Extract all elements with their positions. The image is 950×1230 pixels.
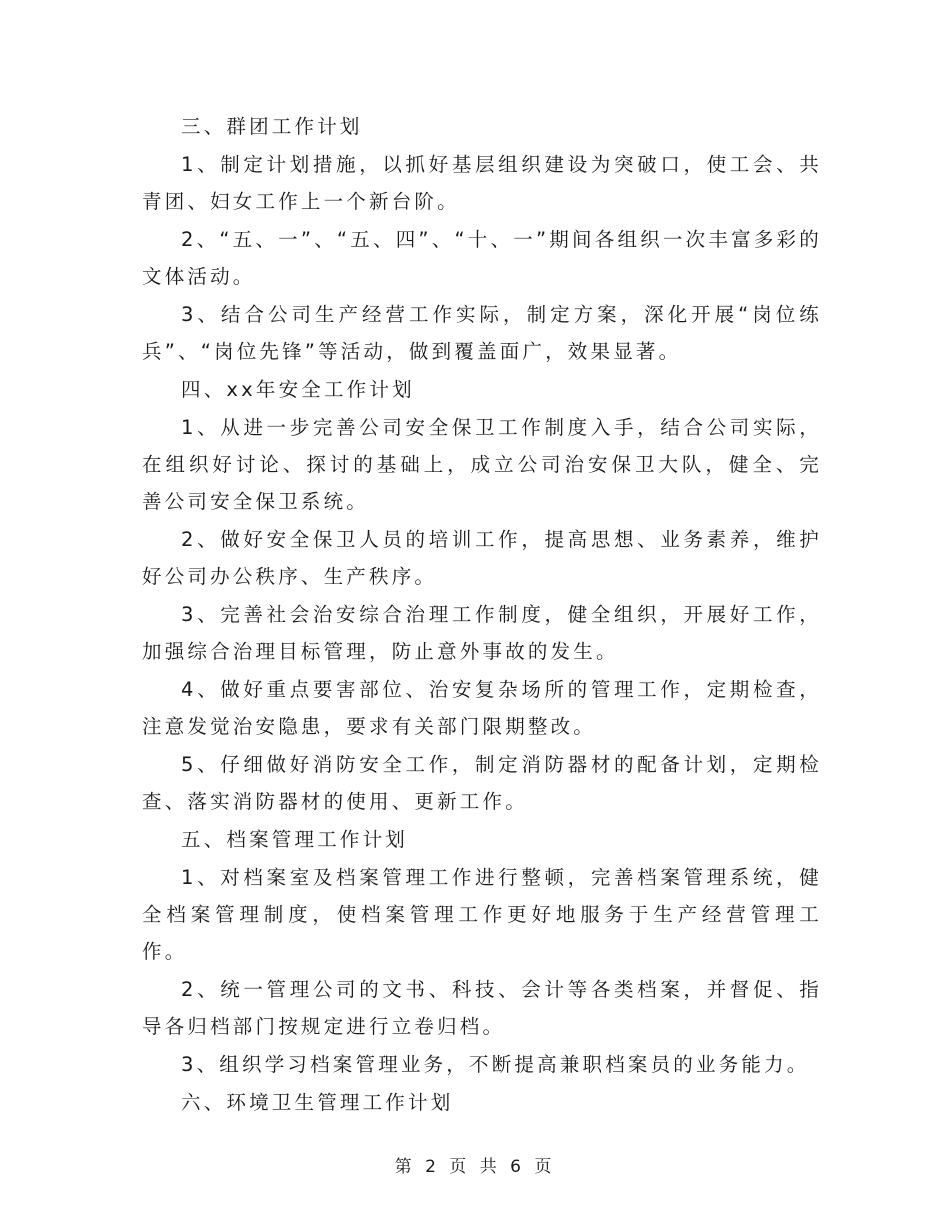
section-heading-environment: 六、环境卫生管理工作计划 [181, 1091, 454, 1114]
paragraph: 3、组织学习档案管理业务，不断提高兼职档案员的业务能力。 [181, 1053, 810, 1076]
section-heading-safety: 四、xx年安全工作计划 [181, 378, 415, 401]
paragraph: 1、制定计划措施，以抓好基层组织建设为突破口，使工会、共青团、妇女工作上一个新台阶。 [142, 153, 822, 213]
section-heading-archives: 五、档案管理工作计划 [181, 828, 409, 851]
paragraph: 2、统一管理公司的文书、科技、会计等各类档案，并督促、指导各归档部门按规定进行立卷归档。 [142, 978, 822, 1038]
paragraph: 1、对档案室及档案管理工作进行整顿，完善档案管理系统，健全档案管理制度，使档案管理工作更好地服务于生产经营管理工作。 [142, 866, 822, 963]
paragraph: 3、结合公司生产经营工作实际，制定方案，深化开展“岗位练兵”、“岗位先锋”等活动，做到覆盖面广，效果显著。 [142, 303, 822, 363]
section-heading-groups: 三、群团工作计划 [181, 115, 363, 138]
document-body [142, 108, 822, 1122]
paragraph: 2、做好安全保卫人员的培训工作，提高思想、业务素养，维护好公司办公秩序、生产秩序。 [142, 528, 822, 588]
paragraph: 2、“五、一”、“五、四”、“十、一”期间各组织一次丰富多彩的文体活动。 [142, 228, 822, 288]
paragraph: 1、从进一步完善公司安全保卫工作制度入手，结合公司实际，在组织好讨论、探讨的基础上，成立公司治安保卫大队，健全、完善公司安全保卫系统。 [142, 416, 822, 513]
paragraph: 5、仔细做好消防安全工作，制定消防器材的配备计划，定期检查、落实消防器材的使用、更新工作。 [142, 753, 822, 813]
page-number-footer: 第 2 页 共 6 页 [394, 1157, 556, 1177]
paragraph: 4、做好重点要害部位、治安复杂场所的管理工作，定期检查，注意发觉治安隐患，要求有关部门限期整改。 [142, 678, 822, 738]
paragraph: 3、完善社会治安综合治理工作制度，健全组织，开展好工作，加强综合治理目标管理，防止意外事故的发生。 [142, 603, 822, 663]
